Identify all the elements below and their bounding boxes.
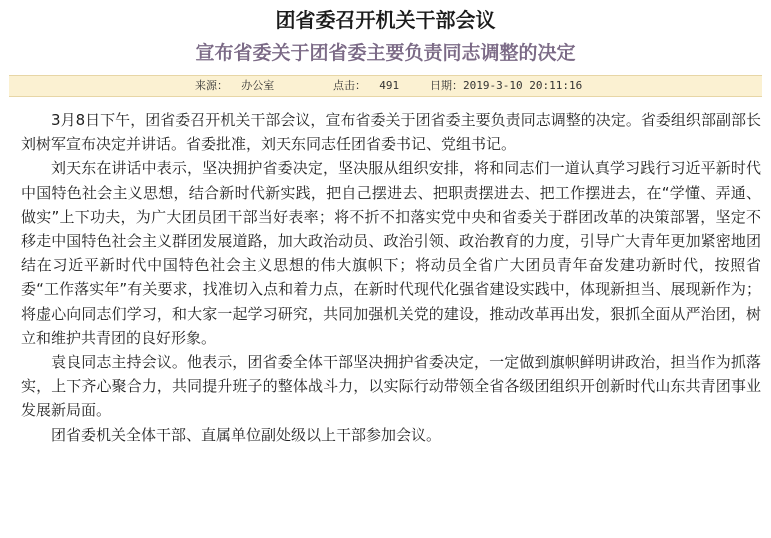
meta-date: 日期：2019-3-10 20:11:16 (430, 79, 583, 92)
meta-source: 来源： 办公室 (195, 79, 275, 92)
article-paragraph: 刘天东在讲话中表示，坚决拥护省委决定，坚决服从组织安排，将和同志们一道认真学习践行习近平新时代中国特色社会主义思想，结合新时代新实践，把自己摆进去、把职责摆进去、把工作摆进去，在“学懂、弄通、做实”上下功夫，为广大团员团干部当好表率；将不折不扣落实党中央和省委关于群团改革的决策部署，坚定不移走中国特色社会主义群团发展道路，加大政治动员、政治引领、政治教育的力度，引导广大青年更加紧密地团结在习近平新时代中国特色社会主义思想的伟大旗帜下；将动员全省广大团员青年奋发建功新时代，按照省委“工作落实年”有关要求，找准切入点和着力点，在新时代现代化强省建设实践中，体现新担当、展现新作为；将虚心向同志们学习，和大家一起学习研究，共同加强机关党的建设，推动改革再出发，狠抓全面从严治团，树立和维护共青团的良好形象。 (21, 159, 761, 347)
article-title: 团省委召开机关干部会议 (275, 8, 496, 32)
meta-clicks: 点击： 491 (333, 79, 400, 92)
article-paragraph: 袁良同志主持会议。他表示，团省委全体干部坚决拥护省委决定，一定做到旗帜鲜明讲政治，担当作为抓落实，上下齐心聚合力，共同提升班子的整体战斗力，以实际行动带领全省各级团组织开创新时代山东共青团事业发展新局面。 (21, 353, 761, 420)
article-paragraph: 3月8日下午，团省委召开机关干部会议，宣布省委关于团省委主要负责同志调整的决定。省委组织部副部长刘树军宣布决定并讲话。省委批准，刘天东同志任团省委书记、党组书记。 (21, 111, 761, 154)
article-subtitle: 宣布省委关于团省委主要负责同志调整的决定 (195, 42, 576, 64)
article-body (21, 108, 761, 447)
article-meta-bar (9, 75, 762, 97)
article-paragraph: 团省委机关全体干部、直属单位副处级以上干部参加会议。 (51, 425, 442, 444)
